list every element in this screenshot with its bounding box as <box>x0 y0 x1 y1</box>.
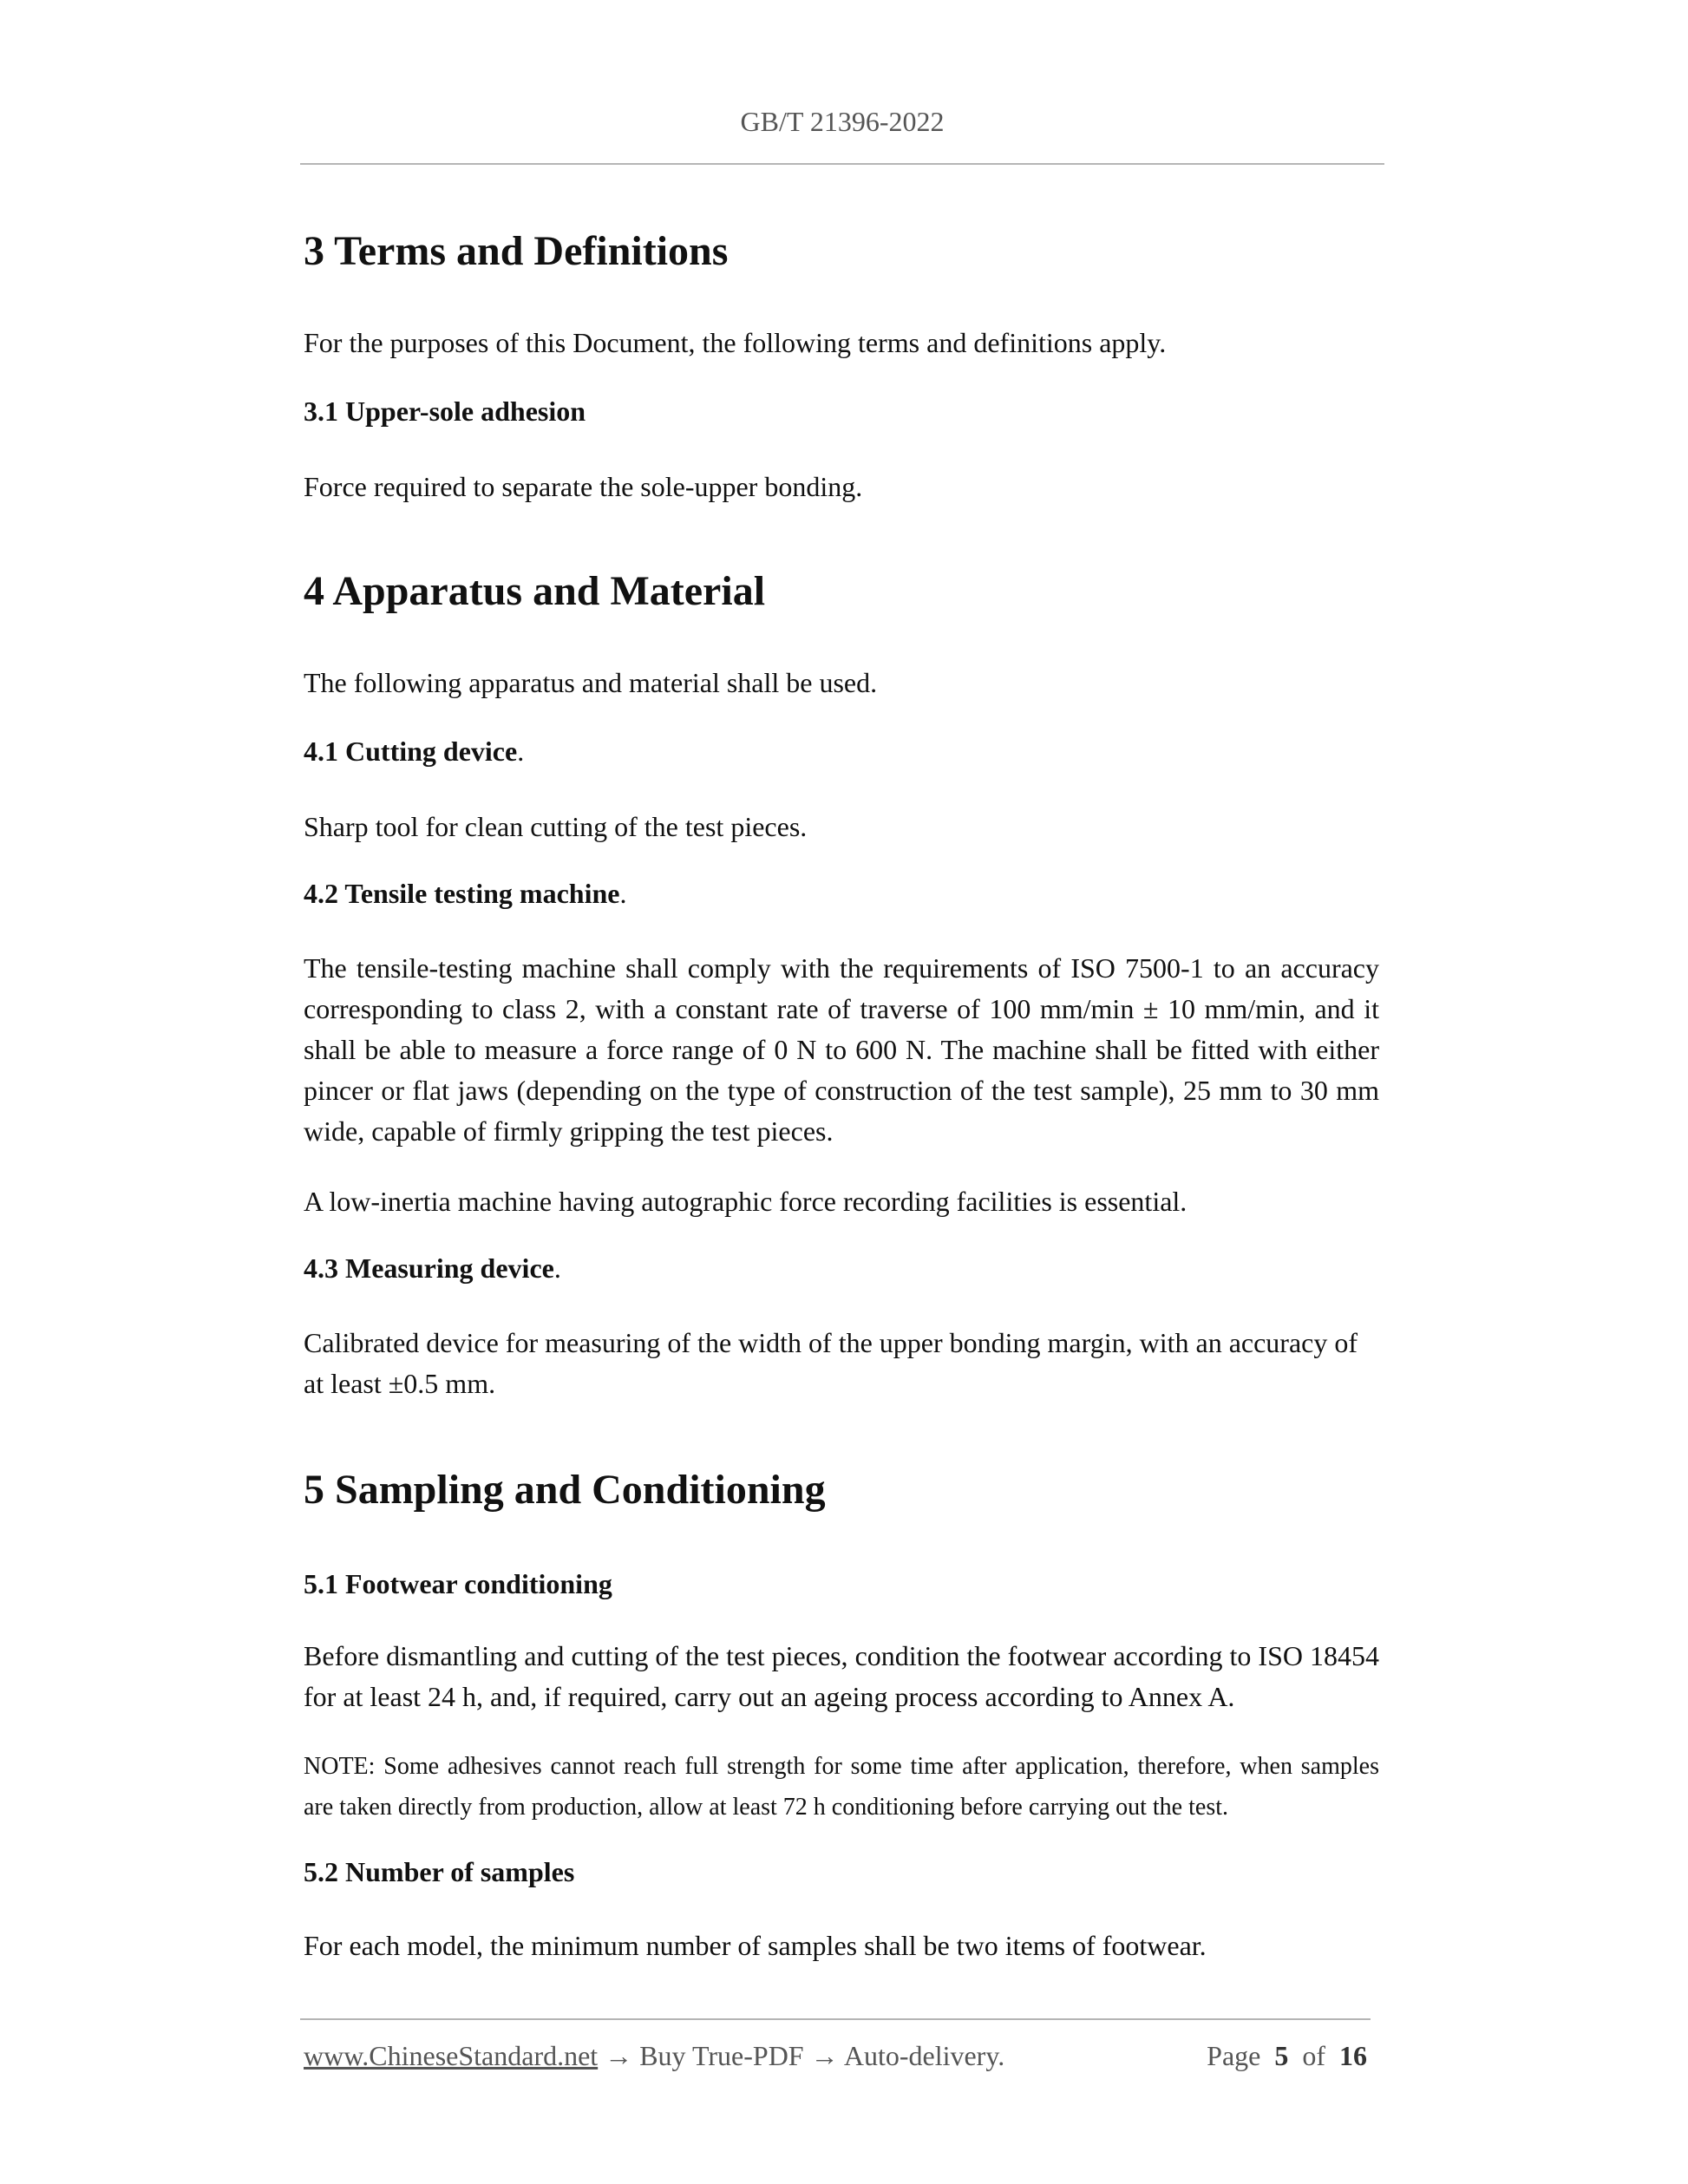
section-5-1-text: Before dismantling and cutting of the test pieces, condition the footwear according to ISO 18454 for at least 24 h, and, if required, carry out an ageing process according to Annex A. <box>304 1640 1379 1712</box>
page-number: 5 <box>1274 2040 1289 2071</box>
section-5-1-heading: 5.1 Footwear conditioning <box>304 1568 612 1599</box>
section-4-3-text: Calibrated device for measuring of the width of the upper bonding margin, with an accuracy of at least ±0.5 mm. <box>304 1327 1358 1399</box>
footer-promo <box>304 2040 1004 2072</box>
page-indicator <box>1207 2040 1367 2072</box>
section-5-2-text: For each model, the minimum number of samples shall be two items of footwear. <box>304 1930 1207 1961</box>
section-4-1-heading: 4.1 Cutting device. <box>304 736 525 767</box>
section-3-1-heading: 3.1 Upper-sole adhesion <box>304 396 586 427</box>
footer-buy-text: Buy True-PDF <box>639 2040 804 2071</box>
arrow-right-icon: → <box>605 2040 633 2071</box>
section-3-intro: For the purposes of this Document, the following terms and definitions apply. <box>304 327 1167 358</box>
section-4-1-text: Sharp tool for clean cutting of the test pieces. <box>304 811 808 842</box>
footer-divider <box>300 2018 1371 2020</box>
total-pages: 16 <box>1339 2040 1367 2071</box>
section-5-1-note: NOTE: Some adhesives cannot reach full strength for some time after application, therefore, when samples are taken directly from production, allow at least 72 h conditioning before carrying out the test. <box>304 1753 1379 1821</box>
section-4-2-title: 4.2 Tensile testing machine <box>304 878 620 909</box>
header-divider <box>300 163 1384 165</box>
page-label: Page <box>1207 2040 1261 2071</box>
section-3-heading: 3 Terms and Definitions <box>304 228 729 274</box>
arrow-right-icon: → <box>810 2040 839 2071</box>
section-5-heading: 5 Sampling and Conditioning <box>304 1467 826 1513</box>
section-4-heading: 4 Apparatus and Material <box>304 568 766 614</box>
section-4-2-heading: 4.2 Tensile testing machine. <box>304 878 627 909</box>
footer-site-link[interactable]: www.ChineseStandard.net <box>304 2040 599 2071</box>
section-4-1-title: 4.1 Cutting device <box>304 736 518 767</box>
footer-delivery-text: Auto-delivery. <box>843 2040 1005 2071</box>
section-4-2-text2: A low-inertia machine having autographic force recording facilities is essential. <box>304 1186 1187 1217</box>
section-4-intro: The following apparatus and material shall be used. <box>304 667 878 698</box>
section-5-2-heading: 5.2 Number of samples <box>304 1856 575 1887</box>
section-4-2-text: The tensile-testing machine shall comply with the requirements of ISO 7500-1 to an accuracy corresponding to class 2, with a constant rate of traverse of 100 mm/min ± 10 mm/min, and it shall be able to measure a force range of 0 N to 600 N. The machine shall be fitted with either pincer or flat jaws (depending on the type of construction of the test sample), 25 mm to 30 mm wide, capable of firmly gripping the test pieces. <box>304 952 1379 1147</box>
section-3-1-text: Force required to separate the sole-upper bonding. <box>304 471 863 502</box>
section-4-3-title: 4.3 Measuring device <box>304 1252 554 1284</box>
of-label: of <box>1302 2040 1325 2071</box>
section-4-3-heading: 4.3 Measuring device. <box>304 1252 561 1284</box>
page-header: GB/T 21396-2022 <box>740 106 945 137</box>
